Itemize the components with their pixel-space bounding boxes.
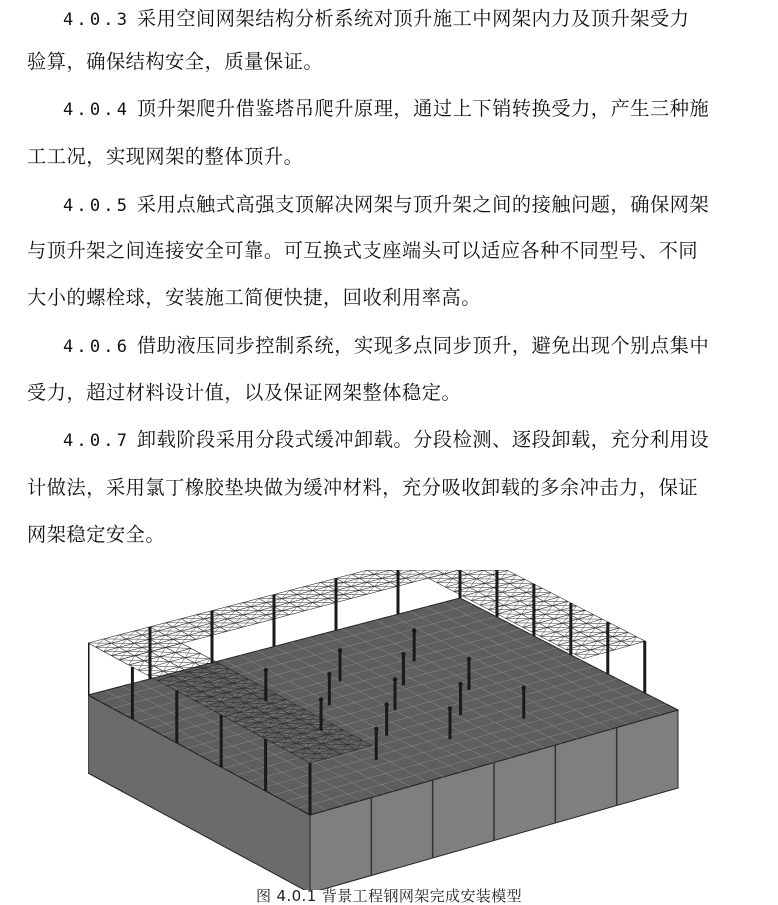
space-truss-model-figure [88, 570, 688, 890]
jacking-post-head [384, 702, 388, 706]
jacking-post-head [412, 628, 416, 632]
jacking-post-head [467, 657, 471, 661]
paragraph-4-0-6-line-1: 4.0.6 借助液压同步控制系统，实现多点同步顶升，避免出现个别点集中 [63, 334, 709, 359]
jacking-post-head [393, 677, 397, 681]
paragraph-4-0-7-line-2: 计做法，采用氯丁橡胶垫块做为缓冲材料，充分吸收卸载的多余冲击力，保证 [27, 476, 698, 500]
clause-number: 4.0.5 [63, 196, 130, 216]
paragraph-4-0-4-line-1: 4.0.4 顶升架爬升借鉴塔吊爬升原理，通过上下销转换受力，产生三种施 [63, 97, 709, 122]
clause-number: 4.0.7 [63, 431, 130, 451]
clause-number: 4.0.4 [63, 100, 130, 120]
back-truss-diagonal [375, 570, 383, 574]
jacking-post-head [374, 727, 378, 731]
jacking-post-head [401, 652, 405, 656]
jacking-post-head [458, 682, 462, 686]
paragraph-4-0-5-line-1: 4.0.5 采用点触式高强支顶解决网架与顶升架之间的接触问题，确保网架 [63, 193, 709, 218]
paragraph-4-0-7-line-1: 4.0.7 卸载阶段采用分段式缓冲卸载。分段检测、逐段卸载，充分利用设 [63, 428, 709, 453]
paragraph-4-0-6-line-2: 受力，超过材料设计值，以及保证网架整体稳定。 [27, 381, 461, 405]
clause-number: 4.0.6 [63, 337, 130, 357]
jacking-post-head [522, 685, 526, 689]
figure-caption: 图 4.0.1 背景工程钢网架完成安装模型 [0, 887, 778, 905]
paragraph-4-0-3-line-2: 验算，确保结构安全，质量保证。 [27, 50, 323, 74]
clause-number: 4.0.3 [63, 10, 130, 30]
jacking-post-head [319, 697, 323, 701]
jacking-post-head [448, 706, 452, 710]
paragraph-4-0-5-line-2: 与顶升架之间连接安全可靠。可互换式支座端头可以适应各种不同型号、不同 [27, 239, 698, 263]
paragraph-4-0-7-line-3: 网架稳定安全。 [27, 523, 165, 547]
floor-slab [88, 598, 678, 890]
jacking-post-head [338, 648, 342, 652]
paragraph-4-0-4-line-2: 工工况，实现网架的整体顶升。 [27, 145, 303, 169]
paragraph-4-0-5-line-3: 大小的螺栓球，安装施工简便快捷，回收利用率高。 [27, 286, 481, 310]
jacking-post-head [327, 672, 331, 676]
paragraph-4-0-3-line-1: 4.0.3 采用空间网架结构分析系统对顶升施工中网架内力及顶升架受力 [63, 7, 690, 32]
jacking-post-head [264, 668, 268, 672]
